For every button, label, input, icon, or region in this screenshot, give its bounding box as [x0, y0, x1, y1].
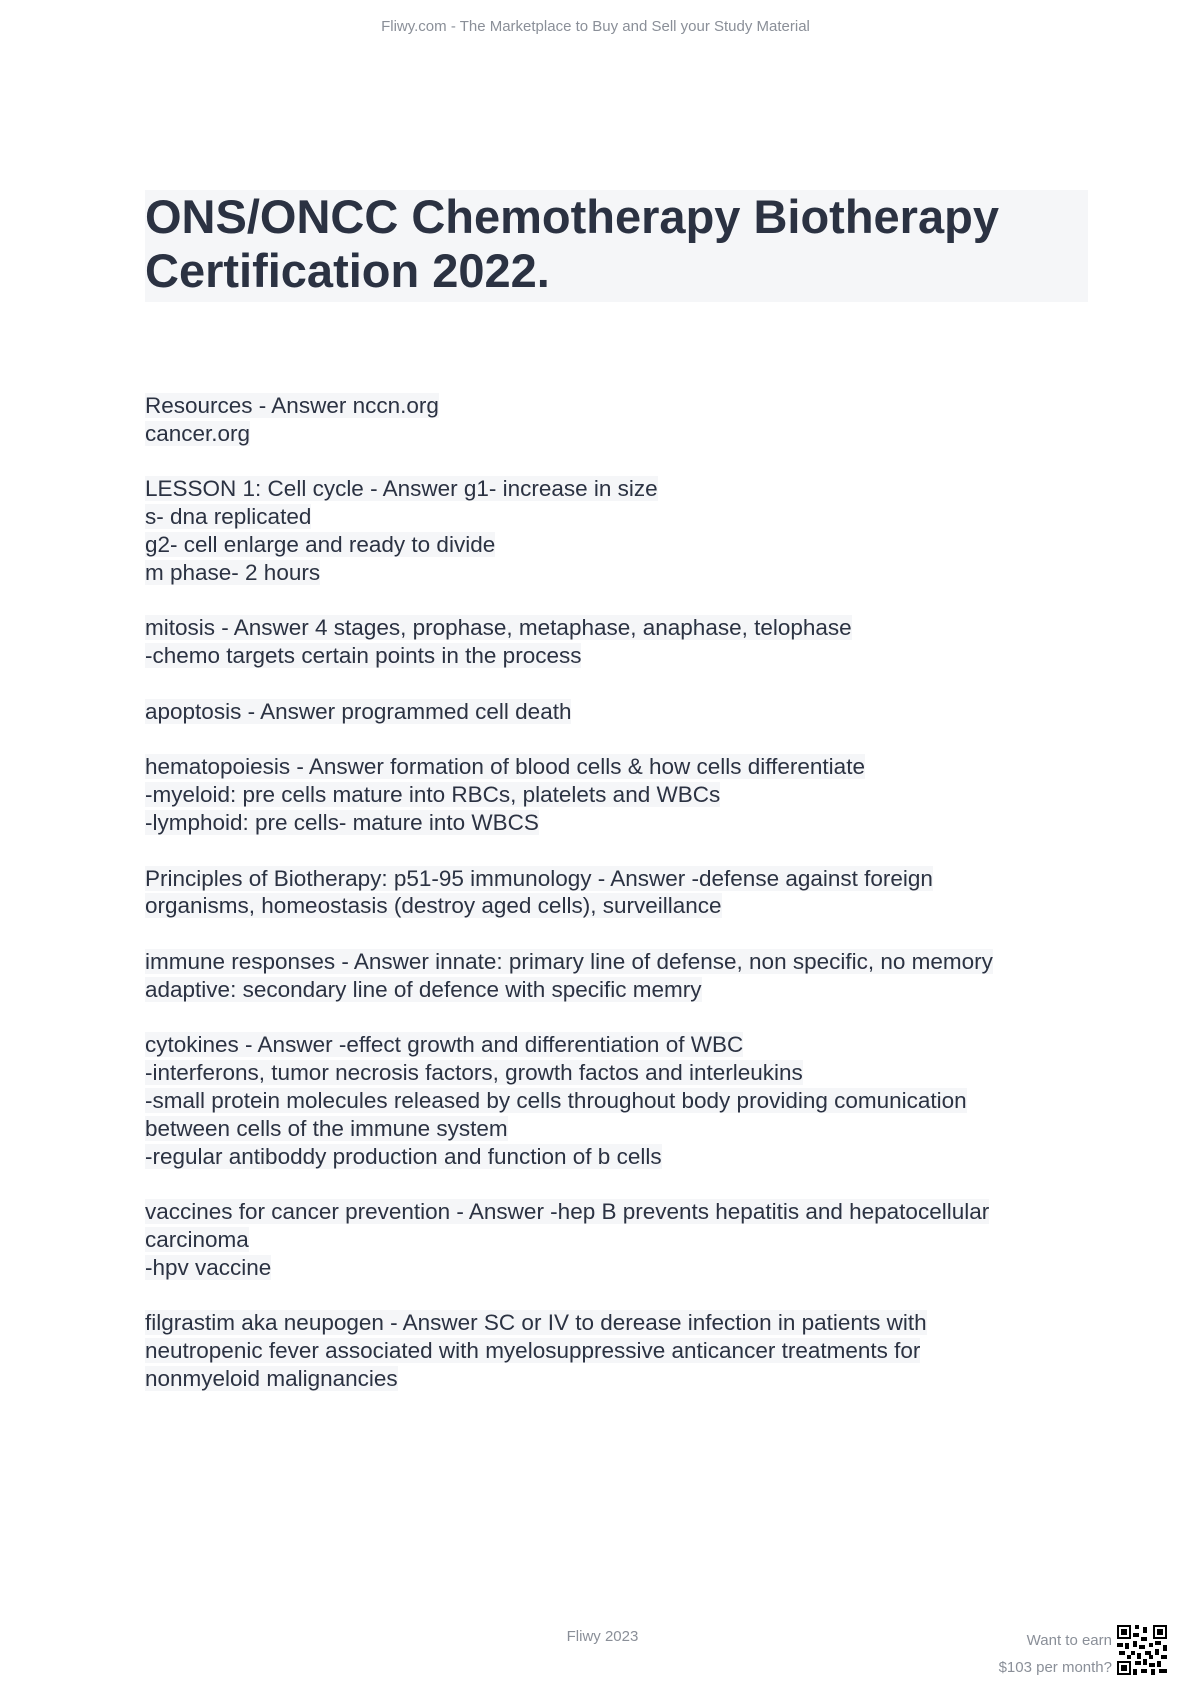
- qa-block: [145, 1309, 1095, 1392]
- qa-block: [145, 1198, 1095, 1281]
- text-line: -hpv vaccine: [145, 1254, 272, 1280]
- text-line: adaptive: secondary line of defence with specific memry: [145, 976, 702, 1002]
- promo-line: $103 per month?: [998, 1659, 1112, 1676]
- text-line: apoptosis - Answer programmed cell death: [145, 698, 572, 724]
- title-line: ONS/ONCC Chemotherapy Biotherapy: [145, 190, 999, 243]
- qa-block: [145, 698, 1095, 726]
- text-line: -chemo targets certain points in the process: [145, 643, 582, 669]
- text-line: vaccines for cancer prevention - Answer -hep B prevents hepatitis and hepatocellular: [145, 1199, 990, 1225]
- qa-block: [145, 614, 1095, 670]
- earn-promo[interactable]: [999, 1627, 1112, 1681]
- text-line: LESSON 1: Cell cycle - Answer g1- increase in size: [145, 476, 658, 502]
- qa-block: [145, 1031, 1095, 1170]
- footer-copyright: Fliwy 2023: [566, 1628, 639, 1645]
- text-line: organisms, homeostasis (destroy aged cells), surveillance: [145, 893, 722, 919]
- qa-block: [145, 475, 1095, 586]
- qa-block: [145, 865, 1095, 921]
- promo-line: Want to earn: [1026, 1632, 1112, 1649]
- text-line: g2- cell enlarge and ready to divide: [145, 531, 496, 557]
- text-line: Resources - Answer nccn.org: [145, 393, 439, 418]
- text-line: immune responses - Answer innate: primary line of defense, non specific, no memory: [145, 948, 993, 974]
- text-line: -myeloid: pre cells mature into RBCs, platelets and WBCs: [145, 782, 721, 808]
- text-line: mitosis - Answer 4 stages, prophase, metaphase, anaphase, telophase: [145, 615, 852, 641]
- text-line: cytokines - Answer -effect growth and differentiation of WBC: [145, 1032, 744, 1058]
- text-line: neutropenic fever associated with myelosuppressive anticancer treatments for: [145, 1338, 921, 1364]
- text-line: nonmyeloid malignancies: [145, 1365, 398, 1391]
- text-line: m phase- 2 hours: [145, 559, 321, 585]
- qa-block: [145, 392, 1095, 448]
- document-title: [145, 190, 1088, 298]
- site-banner: Fliwy.com - The Marketplace to Buy and Sell your Study Material: [381, 18, 810, 35]
- text-line: s- dna replicated: [145, 504, 312, 530]
- title-block: [145, 190, 1088, 302]
- text-line: -interferons, tumor necrosis factors, growth factos and interleukins: [145, 1060, 803, 1086]
- title-line: Certification 2022.: [145, 244, 550, 297]
- study-content: [145, 392, 1095, 1420]
- text-line: carcinoma: [145, 1226, 249, 1252]
- qa-block: [145, 948, 1095, 1004]
- text-line: between cells of the immune system: [145, 1115, 508, 1141]
- qa-block: [145, 753, 1095, 836]
- text-line: -lymphoid: pre cells- mature into WBCS: [145, 809, 539, 835]
- text-line: -regular antiboddy production and function of b cells: [145, 1143, 662, 1169]
- qr-code-icon[interactable]: [1117, 1625, 1167, 1675]
- text-line: cancer.org: [145, 420, 251, 446]
- text-line: Principles of Biotherapy: p51-95 immunology - Answer -defense against foreign: [145, 865, 933, 891]
- text-line: hematopoiesis - Answer formation of blood cells & how cells differentiate: [145, 754, 865, 780]
- text-line: filgrastim aka neupogen - Answer SC or IV to derease infection in patients with: [145, 1310, 927, 1336]
- text-line: -small protein molecules released by cells throughout body providing comunication: [145, 1087, 967, 1113]
